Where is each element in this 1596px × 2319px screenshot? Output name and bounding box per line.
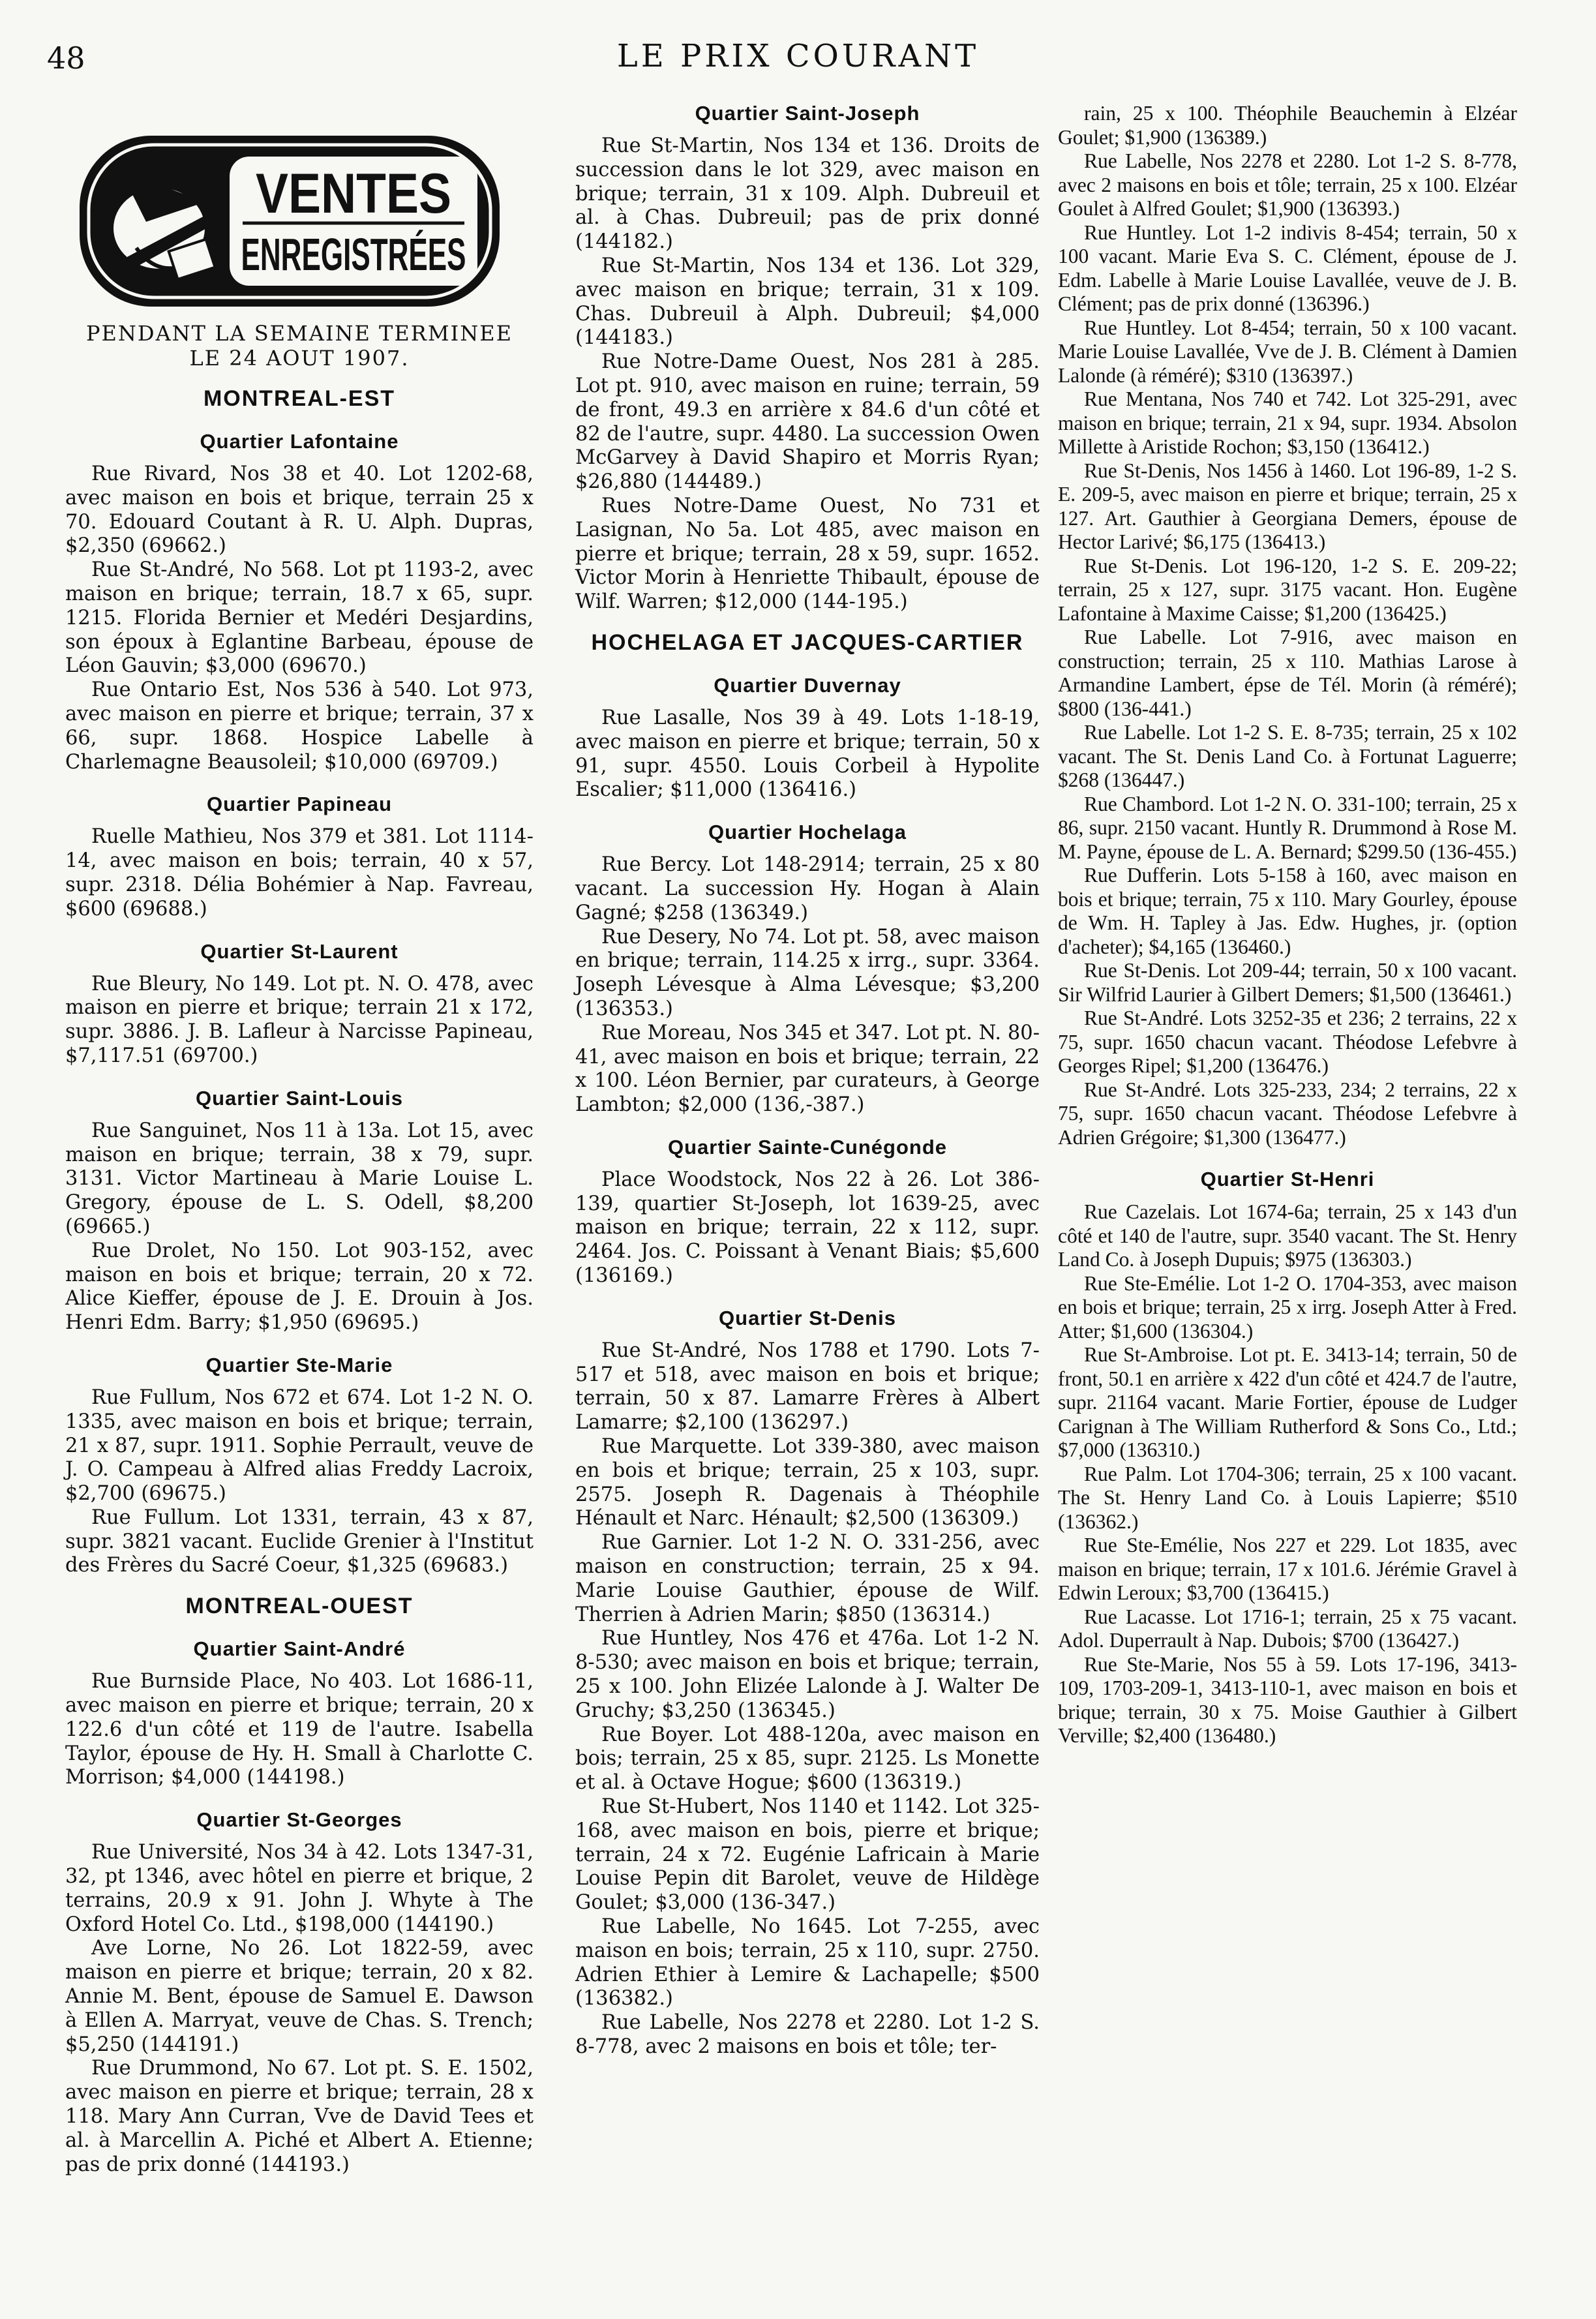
quarter-heading: Quartier Sainte-Cunégonde [667, 1135, 948, 1159]
sale-entry: Rue Rivard, Nos 38 et 40. Lot 1202-68, avec maison en bois et brique, terrain 25 x 70. Edouard Coutant à R. U. Alph. Dupras, $2,350 (69662.) [65, 462, 534, 558]
sale-entry: Rue Lacasse. Lot 1716-1; terrain, 25 x 75 vacant. Adol. Duperrault à Nap. Dubois; $700 (136427.) [1058, 1605, 1517, 1652]
week-date: LE 24 AOUT 1907. [189, 346, 410, 371]
quarter-heading: Quartier Papineau [206, 793, 393, 816]
sale-entry: Rue Dufferin. Lots 5-158 à 160, avec maison en bois et brique; terrain, 75 x 110. Mary Gourley, épouse de Wm. H. Tapley à Jas. Edw. Hughes, jr. (option d'acheter); $4,165 (136460.) [1058, 864, 1517, 958]
sale-entry: Rue St-Denis. Lot 196-120, 1-2 S. E. 209-22; terrain, 25 x 127, supr. 3175 vacant. Hon. Eugène Lafontaine à Maxime Caisse; $1,200 (136425.) [1058, 554, 1517, 625]
sale-entry: Rue Labelle. Lot 1-2 S. E. 8-735; terrain, 25 x 102 vacant. The St. Denis Land Co. à Fortunat Laguerre; $268 (136447.) [1058, 721, 1517, 791]
quarter-heading: Quartier Saint-Louis [196, 1086, 403, 1110]
sale-entry: Rue Garnier. Lot 1-2 N. O. 331-256, avec maison en construction; terrain, 25 x 94. Marie Louise Gauthier, épouse de Wilf. Therrien à Adrien Marin; $850 (136314.) [575, 1531, 1040, 1626]
sale-entry: Rue Huntley, Nos 476 et 476a. Lot 1-2 N. 8-530; avec maison en bois et brique; terrain, 25 x 100. John Elizée Lalonde à J. Walter De Gruchy; $3,250 (136345.) [575, 1627, 1040, 1722]
logo-text-enregistrees: ENREGISTRÉES [241, 229, 466, 280]
sale-entry: Rues Notre-Dame Ouest, No 731 et Lasignan, No 5a. Lot 485, avec maison en pierre et brique; terrain, 28 x 59, supr. 1652. Victor Morin à Henriette Thibault, épouse de Wilf. Warren; $12,000 (144-195.) [575, 494, 1040, 614]
sale-entry: Ave Lorne, No 26. Lot 1822-59, avec maison en pierre et brique; terrain, 20 x 82. Annie M. Bent, épouse de Samuel E. Dawson à Ellen A. Marryat, veuve de Chas. S. Trench; $5,250 (144191.) [65, 1937, 534, 2056]
sale-entry: Rue Labelle, Nos 2278 et 2280. Lot 1-2 S. 8-778, avec 2 maisons en bois et tôle; terrain, 25 x 100. Elzéar Goulet à Alfred Goulet; $1,900 (136393.) [1058, 149, 1517, 220]
sale-entry: Rue St-André. Lots 325-233, 234; 2 terrains, 22 x 75, supr. 1650 chacun vacant. Théodose Lefebvre à Adrien Grégoire; $1,300 (136477.) [1058, 1078, 1517, 1149]
sale-entry: rain, 25 x 100. Théophile Beauchemin à Elzéar Goulet; $1,900 (136389.) [1058, 102, 1517, 149]
sale-entry: Rue Moreau, Nos 345 et 347. Lot pt. N. 80-41, avec maison en bois et brique; terrain, 22 x 100. Léon Bernier, par curateurs, à George Lambton; $2,000 (136,-387.) [575, 1021, 1040, 1117]
sale-entry: Rue Boyer. Lot 488-120a, avec maison en bois; terrain, 25 x 85, supr. 2125. Ls Monette et al. à Octave Hogue; $600 (136319.) [575, 1723, 1040, 1795]
quarter-heading: Quartier Ste-Marie [205, 1353, 393, 1376]
sale-entry: Rue Ste-Emélie, Nos 227 et 229. Lot 1835, avec maison en brique; terrain, 17 x 101.6. Jérémie Gravel à Edwin Leroux; $3,700 (136415.) [1058, 1534, 1517, 1604]
quarter-heading: Quartier St-Laurent [200, 939, 399, 963]
sale-entry: Rue Drummond, No 67. Lot pt. S. E. 1502, avec maison en pierre et brique; terrain, 28 x 118. Mary Ann Curran, Vve de David Tees et al. à Marcellin A. Piché et Albert A. Etienne; pas de prix donné (144193.) [65, 2057, 534, 2176]
sale-entry: Rue St-Martin, Nos 134 et 136. Lot 329, avec maison en brique; terrain, 31 x 109. Chas. Dubreuil à Alph. Dubreuil; $4,000 (144183.) [575, 254, 1040, 350]
quarter-heading: Quartier Lafontaine [200, 430, 399, 453]
sale-entry: Rue Huntley. Lot 8-454; terrain, 50 x 100 vacant. Marie Louise Lavallée, Vve de J. B. Clément à Damien Lalonde (à réméré); $310 (136397.) [1058, 316, 1517, 387]
sale-entry: Rue Mentana, Nos 740 et 742. Lot 325-291, avec maison en brique; terrain, 21 x 94, supr. 1934. Absolon Millette à Aristide Rochon; $3,150 (136412.) [1058, 387, 1517, 458]
sale-entry: Rue Labelle, No 1645. Lot 7-255, avec maison en bois; terrain, 25 x 110, supr. 2750. Adrien Ethier à Lemire & Lachapelle; $500 (136382.) [575, 1915, 1040, 2010]
logo-text-ventes: VENTES [256, 162, 451, 225]
district-heading: MONTREAL-EST [203, 386, 396, 411]
sale-entry: Place Woodstock, Nos 22 à 26. Lot 386-139, quartier St-Joseph, lot 1639-25, avec maison en brique; terrain, 22 x 112, supr. 2464. Jos. C. Poissant à Venant Biais; $5,600 (136169.) [575, 1168, 1040, 1288]
district-heading: MONTREAL-OUEST [185, 1594, 414, 1619]
sale-entry: Ruelle Mathieu, Nos 379 et 381. Lot 1114-14, avec maison en bois; terrain, 40 x 57, supr. 2318. Délia Bohémier à Nap. Favreau, $600 (69688.) [65, 825, 534, 920]
sale-entry: Rue Notre-Dame Ouest, Nos 281 à 285. Lot pt. 910, avec maison en ruine; terrain, 59 de front, 49.3 en arrière x 84.6 d'un côté et 82 de l'autre, supr. 4480. La succession Owen McGarvey à David Shapiro et Morris Ryan; $26,880 (144489.) [575, 350, 1040, 494]
quarter-heading: Quartier Saint-André [193, 1637, 406, 1661]
sale-entry: Rue Ontario Est, Nos 536 à 540. Lot 973, avec maison en pierre et brique; terrain, 37 x 66, supr. 1868. Hospice Labelle à Charlemagne Beausoleil; $10,000 (69709.) [65, 678, 534, 774]
column-2 [575, 102, 1040, 2059]
sale-entry: Rue Ste-Marie, Nos 55 à 59. Lots 17-196, 3413-109, 1703-209-1, 3413-110-1, avec maison en bois et brique; terrain, 30 x 75. Moise Gauthier à Gilbert Verville; $2,400 (136480.) [1058, 1652, 1517, 1747]
sale-entry: Rue Labelle, Nos 2278 et 2280. Lot 1-2 S. 8-778, avec 2 maisons en bois et tôle; ter- [575, 2011, 1040, 2058]
sale-entry: Rue St-Martin, Nos 134 et 136. Droits de succession dans le lot 329, avec maison en brique; terrain, 31 x 109. Alph. Dubreuil et al. à Chas. Dubreuil; pas de prix donné (144182.) [575, 134, 1040, 254]
sale-entry: Rue Huntley. Lot 1-2 indivis 8-454; terrain, 50 x 100 vacant. Marie Eva S. C. Clément, épouse de J. Edm. Labelle à Marie Louise Lavallée, veuve de J. B. Clément; pas de prix donné (136396.) [1058, 220, 1517, 315]
sale-entry: Rue Cazelais. Lot 1674-6a; terrain, 25 x 143 d'un côté et 140 de l'autre, supr. 3540 vacant. The St. Henry Land Co. à Joseph Dupuis; $975 (136303.) [1058, 1200, 1517, 1271]
sale-entry: Rue Drolet, No 150. Lot 903-152, avec maison en bois et brique; terrain, 20 x 72. Alice Kieffer, épouse de J. E. Drouin à Jos. Henri Edm. Barry; $1,950 (69695.) [65, 1239, 534, 1335]
sale-entry: Rue Université, Nos 34 à 42. Lots 1347-31, 32, pt 1346, avec hôtel en pierre et brique, 2 terrains, 20.9 x 91. John J. Whyte à The Oxford Hotel Co. Ltd., $198,000 (144190.) [65, 1841, 534, 1936]
sale-entry: Rue Ste-Emélie. Lot 1-2 O. 1704-353, avec maison en bois et brique; terrain, 25 x irrg. Joseph Atter à Fred. Atter; $1,600 (136304.) [1058, 1271, 1517, 1342]
page-number: 48 [47, 40, 85, 76]
quarter-heading: Quartier St-Henri [1200, 1168, 1375, 1190]
sale-entry: Rue St-Denis, Nos 1456 à 1460. Lot 196-89, 1-2 S. E. 209-5, avec maison en pierre et brique; terrain, 25 x 127. Art. Gauthier à Georgiana Demers, épouse de Hector Larivé; $6,175 (136413.) [1058, 459, 1517, 553]
sale-entry: Rue St-André. Lots 3252-35 et 236; 2 terrains, 22 x 75, supr. 1650 chacun vacant. Théodose Lefebvre à Georges Ripel; $1,200 (136476.) [1058, 1007, 1517, 1077]
column-3 [1058, 102, 1517, 1748]
sale-entry: Rue Fullum, Nos 672 et 674. Lot 1-2 N. O. 1335, avec maison en bois et brique; terrain, 21 x 87, supr. 1911. Sophie Perrault, veuve de J. O. Campeau à Alfred alias Freddy Lacroix, $2,700 (69675.) [65, 1386, 534, 1506]
quarter-heading: Quartier Hochelaga [708, 821, 907, 844]
quarter-heading: Quartier St-Georges [196, 1808, 402, 1832]
sale-entry: Rue Burnside Place, No 403. Lot 1686-11, avec maison en pierre et brique; terrain, 20 x 122.6 d'un côté et 119 de l'autre. Isabella Taylor, épouse de Hy. H. Small à Charlotte C. Morrison; $4,000 (144198.) [65, 1670, 534, 1789]
sale-entry: Rue Lasalle, Nos 39 à 49. Lots 1-18-19, avec maison en pierre et brique; terrain, 50 x 91, supr. 4550. Louis Corbeil à Hypolite Escalier; $11,000 (136416.) [575, 706, 1040, 802]
sale-entry: Rue Palm. Lot 1704-306; terrain, 25 x 100 vacant. The St. Henry Land Co. à Louis Lapierre; $510 (136362.) [1058, 1462, 1517, 1533]
sale-entry: Rue Bleury, No 149. Lot pt. N. O. 478, avec maison en pierre et brique; terrain 21 x 172, supr. 3886. J. B. Laflеur à Narcisse Papineau, $7,117.51 (69700.) [65, 972, 534, 1067]
column-1 [65, 102, 534, 2177]
quarter-heading: Quartier St-Denis [719, 1306, 896, 1329]
sale-entry: Rue Marquette. Lot 339-380, avec maison en bois et brique; terrain, 25 x 103, supr. 2575. Joseph R. Dagenais à Théophile Hénault et Narc. Hénault; $2,500 (136309.) [575, 1435, 1040, 1530]
district-heading: HOCHELAGA ET JACQUES-CARTIER [591, 629, 1024, 655]
sale-entry: Rue St-Hubert, Nos 1140 et 1142. Lot 325-168, avec maison en bois, pierre et brique; terrain, 24 x 72. Eugénie Lafricain à Marie Louise Pepin dit Barolet, veuve de Hildège Goulet; $3,000 (136-347.) [575, 1795, 1040, 1915]
sale-entry: Rue Fullum. Lot 1331, terrain, 43 x 87, supr. 3821 vacant. Euclide Grenier à l'Institut des Frères du Sacré Coeur, $1,325 (69683.) [65, 1506, 534, 1577]
sale-entry: Rue St-Denis. Lot 209-44; terrain, 50 x 100 vacant. Sir Wilfrid Laurier à Gilbert Demers; $1,500 (136461.) [1058, 959, 1517, 1006]
sale-entry: Rue Chambord. Lot 1-2 N. O. 331-100; terrain, 25 x 86, supr. 2150 vacant. Huntly R. Drummond à Rose M. M. Payne, épouse de L. A. Bernard; $299.50 (136-455.) [1058, 792, 1517, 863]
quarter-heading: Quartier Duvernay [714, 673, 901, 697]
sale-entry: Rue St-André, Nos 1788 et 1790. Lots 7-517 et 518, avec maison en bois et brique; terrain, 50 x 87. Lamarre Frères à Albert Lamarre; $2,100 (136297.) [575, 1339, 1040, 1434]
week-heading: PENDANT LA SEMAINE TERMINEE [86, 321, 513, 346]
sale-entry: Rue St-Ambroise. Lot pt. E. 3413-14; terrain, 50 de front, 50.1 en arrière x 422 d'un côté et 424.7 de l'autre, supr. 21164 vacant. Marie Fortier, épouse de Ludger Carignan à The William Rutherford & Sons Co., Ltd.; $7,000 (136310.) [1058, 1343, 1517, 1461]
running-title: LE PRIX COURANT [616, 38, 980, 74]
sale-entry: Rue St-André, No 568. Lot pt 1193-2, avec maison en brique; terrain, 18.7 x 65, supr. 1215. Florida Bernier et Medéri Desjardins, son époux à Eglantine Barbeau, épouse de Léon Gauvin; $3,000 (69670.) [65, 558, 534, 678]
sale-entry: Rue Sanguinet, Nos 11 à 13a. Lot 15, avec maison en brique; terrain, 38 x 79, supr. 3131. Victor Martineau à Marie Louise L. Gregory, épouse de L. S. Odell, $8,200 (69665.) [65, 1119, 534, 1238]
sale-entry: Rue Desery, No 74. Lot pt. 58, avec maison en brique; terrain, 114.25 x irrg., supr. 3364. Joseph Lévesque à Alma Lévesque; $3,200 (136353.) [575, 925, 1040, 1020]
sale-entry: Rue Labelle. Lot 7-916, avec maison en construction; terrain, 25 x 110. Mathias Larose à Armandine Lambert, épse de Tél. Morin (à réméré); $800 (136-441.) [1058, 626, 1517, 720]
quarter-heading: Quartier Saint-Joseph [695, 102, 920, 125]
ventes-enregistrees-logo [74, 130, 505, 313]
sale-entry: Rue Bercy. Lot 148-2914; terrain, 25 x 80 vacant. La succession Hy. Hogan à Alain Gagné; $258 (136349.) [575, 853, 1040, 924]
